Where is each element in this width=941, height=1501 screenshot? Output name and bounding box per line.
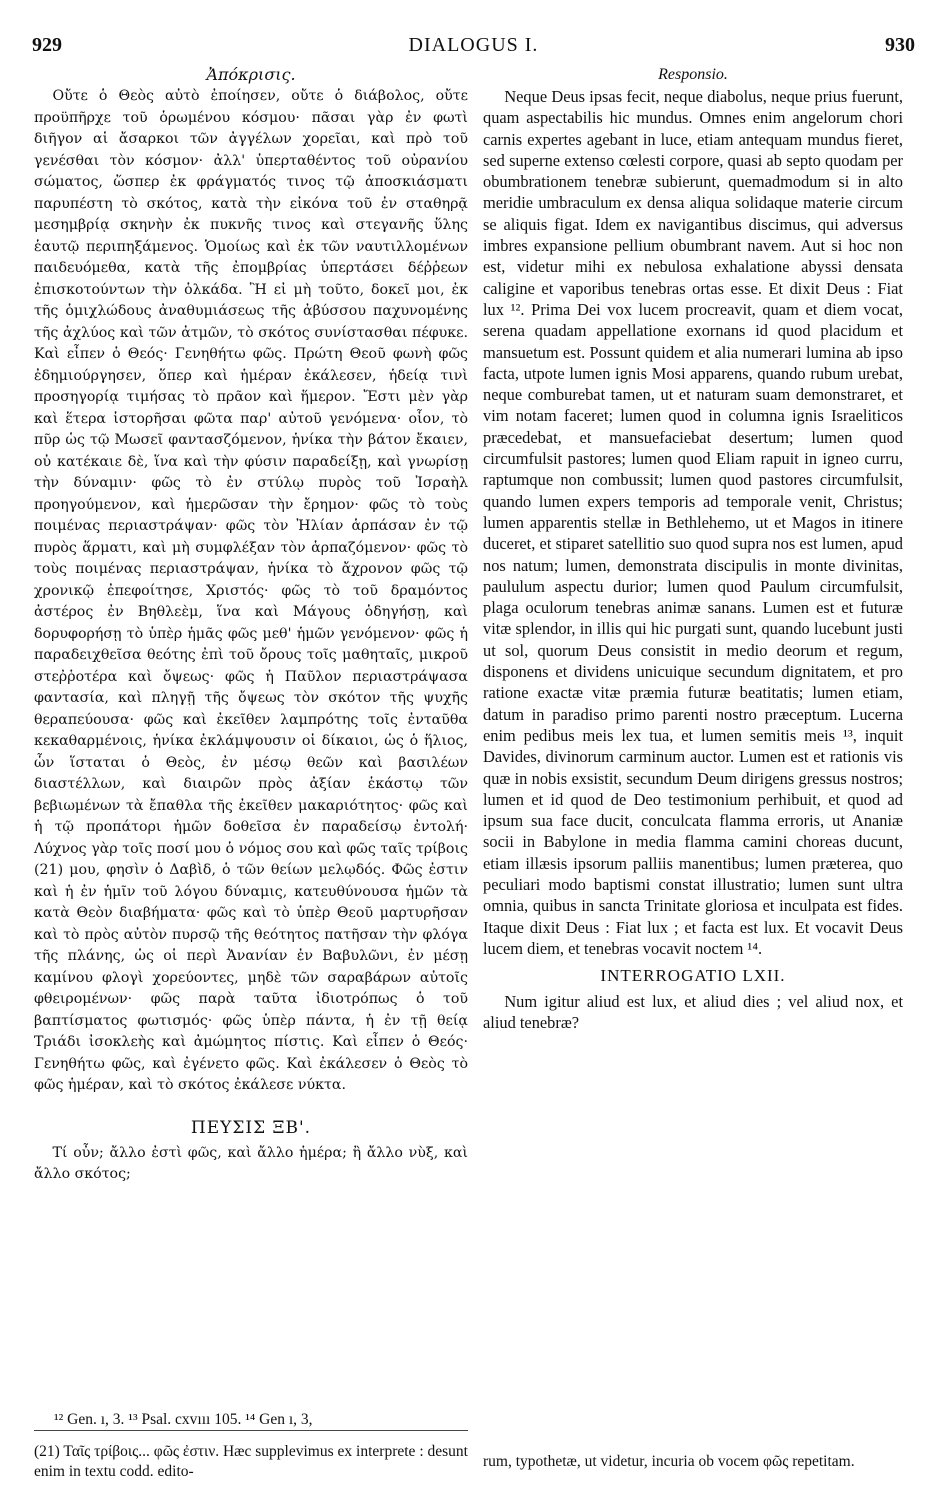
latin-column (483, 64, 903, 1034)
left-page-number: 929 (32, 34, 62, 56)
latin-response-text: Neque Deus ipsas fecit, neque diabolus, neque prius fuerunt, quam aspectabilis hic mundus. Omnes enim angelorum chori carnis expertes agebant in luce, etiam antequam mundus fieret, sed superne extenso cœlesti corpore, quasi ab septo quodam per obumbrationem tenebræ subierunt, quemadmodum si in alto meridie umbraculum ex densa aliqua solidaque materie circum se aliquis figat. Idem ex navigantibus discimus, qui adversus imbres expansione pellium obumbrant navem. Aut si hoc non est, videtur mihi ex nebulosa exhalatione abyssi densata caligine et vaporibus tenebras ortas esse. Et dixit Deus : Fiat lux ¹². Prima Dei vox lucem procreavit, quam et diem vocat, serena quadam appellatione exornans id quod placidum et mansuetum est. Possunt quidem et alia numerari lumina ab ipso facta, utpote lumen ignis Mosi apparens, quando rubum urebat, neque comburebat tamen, ut et naturam suam demonstraret, et vim notam faceret; lumen quod in columna ignis Israeliticos præcedebat, et mansuefaciebat desertum; lumen quod circumfulsit pastores; lumen quod Eliam rapuit in igneo curru, raptumque non combussit; lumen quod pastores circumfulsit, quando lumen expers temporis ad temporale venit, Christus; lumen apparentis stellæ in Bethlehemo, ut et Magos in itinere duceret, et stiparet satellitio suo quod supra nos est lumen, apud nos natum; lumen, demonstrata discipulis in monte divinitas, paululum aspectu durior; lumen quod Paulum circumfulsit, plaga oculorum tenebras animæ sanans. Lumen est et futuræ vitæ splendor, in illis qui hic purgati sunt, quando lucebunt justi ut sol, quorum Deus consistit in medio deorum et regum, disponens et dividens unicuique secundum dignitatem, et pro ratione exactæ vitæ præmia futuræ beatitatis; lumen etiam, datum in paradiso primo parenti nostro præceptum. Lucerna enim pedibus meis lex tua, et lumen semitis meis ¹³, inquit Davides, divinorum carminum auctor. Lumen est et rationis vis quæ in nobis exsistit, secundum Deum dirigens gressus nostros; lumen et id quod de Deo testimonium perhibuit, et quod ad ipsum sua face ducit, conculcata flamma erroris, ut Ananiæ socii in Babylone in media flamma camini choreas ducunt, etiam illæsis ipsorum palliis manentibus; lumen præterea, quo peculiari modo baptismi constat illustratio; lumen sunt ultra omnia, quibus in sancta Trinitate gloriosa et inculpata est fides. Itaque dixit Deus : Fiat lux ; et facta est lux. Et vocavit Deus lucem diem, et tenebras vocavit noctem ¹⁴. (483, 87, 903, 958)
running-title: DIALOGUS I. (408, 34, 539, 56)
footnote-21-right: rum, typothetæ, ut videtur, incuria ob vocem φῶς repetitam. (483, 1453, 855, 1470)
reference-line: ¹² Gen. ı, 3. ¹³ Psal. cxvııı 105. ¹⁴ Gen ı, 3, (54, 1411, 313, 1428)
latin-question-heading: INTERROGATIO LXII. (600, 966, 786, 986)
running-header (32, 34, 915, 62)
latin-response-heading: Responsio. (658, 66, 728, 83)
greek-response-heading: Ἀπόκρισις. (206, 65, 296, 84)
footnote-rule (34, 1430, 468, 1431)
greek-question-heading: ΠΕΥΣΙΣ ΞΒ'. (190, 1117, 312, 1138)
greek-column (34, 64, 468, 1186)
scripture-references (34, 1410, 468, 1430)
footnote-21-left: (21) Ταῖς τρίβοις... φῶς ἐστιν. Hæc supplevimus ex interprete : desunt enim in textu codd. edito- (34, 1443, 468, 1480)
latin-question-text: Num igitur aliud est lux, et aliud dies ; vel aliud nox, et aliud tenebræ? (483, 992, 903, 1033)
greek-question-text: Τί οὖν; ἄλλο ἐστὶ φῶς, καὶ ἄλλο ἡμέρα; ἢ ἄλλο νὺξ, καὶ ἄλλο σκότος; (34, 1144, 468, 1182)
greek-response-text: Οὔτε ὁ Θεὸς αὐτὸ ἐποίησεν, οὔτε ὁ διάβολος, οὔτε προϋπῆρχε τοῦ ὁρωμένου κόσμου· πᾶσαι γὰρ ἐν φωτὶ διῆγον αἱ ἄσαρκοι τῶν ἀγγέλων χορεῖαι, καὶ πρὸ τοῦ γενέσθαι τὸν κόσμον· ἀλλ' ὑπερταθέντος τοῦ οὐρανίου σώματος, ὥσπερ ἐκ φράγματός τινος τῷ ἀποσκιάσματι παρυπέστη τὸ σκότος, κατὰ τὴν εἰκόνα τοῦ ἐν σταθηρᾷ μεσημβρίᾳ σκηνὴν ἐκ πυκνῆς τινος καὶ στεγανῆς ὕλης ἑαυτῷ περιπηξάμενος. Ὁμοίως καὶ ἐκ τῶν ναυτιλλομένων παιδευόμεθα, κατὰ τῆς ἐπομβρίας ὑπερτάσει δέῤῥεων ἐπισκοτούντων τὴν ὁλκάδα. Ἢ εἰ μὴ τοῦτο, δοκεῖ μοι, ἐκ τῆς ὁμιχλώδους ἀναθυμιάσεως τῆς ἀβύσσου παχυνομένης τῆς ἀχλύος καὶ τῶν ἀτμῶν, τὸ σκότος συνίστασθαι πέφυκε. Καὶ εἶπεν ὁ Θεός· Γενηθήτω φῶς. Πρώτη Θεοῦ φωνὴ φῶς ἐδημιούργησεν, ὅπερ καὶ ἡμέραν ἐκάλεσεν, ἡδείᾳ τινὶ προσηγορίᾳ τιμήσας τὸ πρᾶον καὶ ἥμερον. Ἔστι μὲν γὰρ καὶ ἕτερα ἱστορῆσαι φῶτα παρ' αὐτοῦ γενόμενα· οἷον, τὸ πῦρ ὡς τῷ Μωσεῖ φαντασζόμενον, ἡνίκα τὴν βάτον ἔκαιεν, οὐ κατέκαιε δὲ, ἵνα καὶ τὴν φύσιν παραδείξῃ, καὶ γνωρίσῃ τὴν δύναμιν· φῶς τὸ ἐν στύλῳ πυρὸς τοῦ Ἰσραὴλ προηγούμενον, καὶ ἡμερῶσαν τὴν ἔρημον· φῶς τὸ τοὺς ποιμένας περιαστράψαν· φῶς τὸν Ἠλίαν ἁρπάσαν ἐν τῷ πυρὸς ἅρματι, καὶ μὴ συμφλέξαν τὸν ἁρπαζόμενον· φῶς τὸ τοὺς ποιμένας περιαστράψαν, ἡνίκα τὸ ἄχρονον φῶς τῷ χρονικῷ ἐπεφοίτησε, Χριστός· φῶς τὸ τοῦ δραμόντος ἀστέρος ἐν Βηθλεὲμ, ἵνα καὶ Μάγους ὁδηγήσῃ, καὶ δορυφορήσῃ τὸ ὑπὲρ ἡμᾶς φῶς μεθ' ἡμῶν γενόμενον· φῶς ἡ παραδειχθεῖσα θεότης ἐπὶ τοῦ ὄρους τοῖς μαθηταῖς, μικροῦ στεῤῥοτέρα καὶ ὄψεως· φῶς ἡ Παῦλον περιαστράψασα φαντασία, καὶ πληγῇ τῆς ὄψεως τὸν σκότον τῆς ψυχῆς θεραπεύουσα· φῶς καὶ ἐκεῖθεν λαμπρότης τοῖς ἐνταῦθα κεκαθαρμένοις, ἡνίκα ἐκλάμψουσιν οἱ δίκαιοι, ὡς ὁ ἥλιος, ὧν ἵσταται ὁ Θεὸς, ἐν μέσῳ θεῶν καὶ βασιλέων διαστέλλων, καὶ διαιρῶν πρὸς ἀξίαν ἑκάστῳ τῶν βεβιωμένων τὰ ἔπαθλα τῆς ἐκεῖθεν μακαριότητος· φῶς καὶ ἡ τῷ προπάτορι ἡμῶν δοθεῖσα ἐν παραδείσῳ ἐντολή· Λύχνος γὰρ τοῖς ποσί μου ὁ νόμος σου καὶ φῶς ταῖς τρίβοις (21) μου, φησὶν ὁ Δαβὶδ, ὁ τῶν θείων μελῳδός. Φῶς ἐστιν καὶ ἡ ἐν ἡμῖν τοῦ λόγου δύναμις, κατευθύνουσα ἡμῶν τὰ κατὰ Θεὸν διαβήματα· φῶς καὶ τὸ ὑπὲρ Θεοῦ μαρτυρῆσαν καὶ τὸ πρὸς αὐτὸν πυρσῷ τῆς θεότητος πατῆσαν τὴν φλόγα τῆς πλάνης, ὡς οἱ περὶ Ἀνανίαν ἐν Βαβυλῶνι, ἐν μέσῃ καμίνου φλογὶ χορεύοντες, μηδὲ τῶν σαραβάρων αὐτοῖς φθειρομένων· φῶς παρὰ ταῦτα ἰδιοτρόπως ὁ τοῦ βαπτίσματος φωτισμός· φῶς ὑπὲρ πάντα, ἡ ἐν τῇ θείᾳ Τριάδι ἰσοκλεὴς καὶ ἀμώμητος πίστις. Καὶ εἶπεν ὁ Θεός· Γενηθήτω φῶς, καὶ ἐγένετο φῶς. Καὶ ἐκάλεσεν ὁ Θεὸς τὸ φῶς ἡμέραν, καὶ τὸ σκότος ἐκάλεσε νύκτα. (34, 88, 468, 1093)
right-page-number: 930 (885, 34, 915, 56)
